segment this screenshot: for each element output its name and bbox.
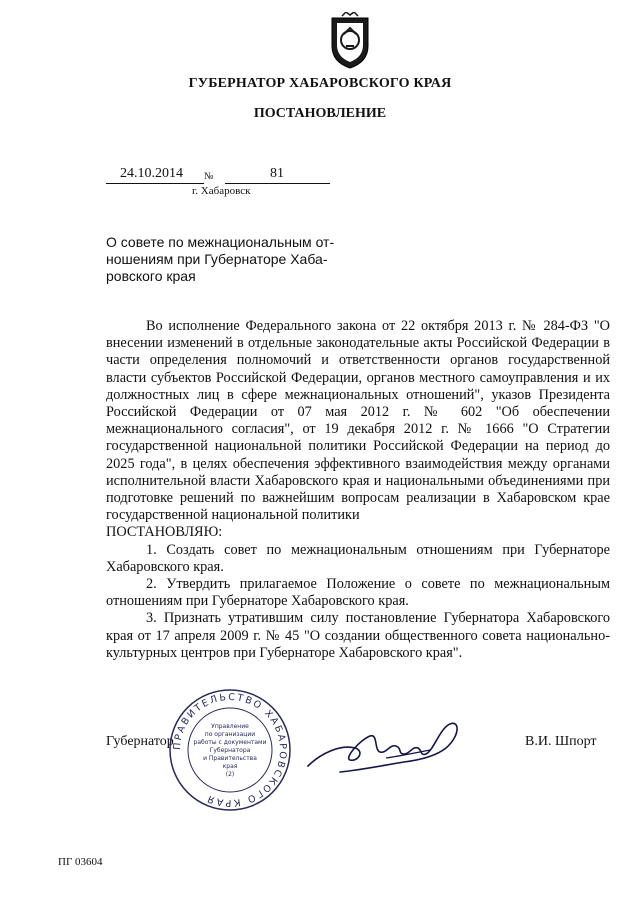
seal-line: края	[222, 763, 238, 770]
seal-line: и Правительства	[203, 755, 257, 762]
official-seal	[168, 688, 292, 812]
seal-line: Управление	[211, 723, 249, 730]
seal-line: по организации	[204, 731, 256, 738]
seal-line: работы с документами	[193, 739, 267, 746]
signatory-name: В.И. Шпорт	[525, 734, 597, 749]
issuer-title: ГУБЕРНАТОР ХАБАРОВСКОГО КРАЯ	[188, 76, 452, 91]
coat-of-arms-icon	[328, 12, 372, 70]
document-date: 24.10.2014	[120, 166, 183, 181]
document-body	[106, 318, 610, 662]
decree-item-1: 1. Создать совет по межнациональным отношениям при Губернаторе Хабаровского края.	[106, 541, 610, 575]
decree-word: ПОСТАНОВЛЯЮ:	[106, 524, 223, 541]
number-sign: №	[204, 171, 214, 182]
handwritten-signature	[300, 714, 470, 784]
seal-ring-text: ПРАВИТЕЛЬСТВО ХАБАРОВСКОГО КРАЯ	[171, 691, 289, 809]
document-type: ПОСТАНОВЛЕНИЕ	[253, 106, 387, 121]
document-city: г. Хабаровск	[192, 185, 251, 197]
date-underline	[106, 183, 204, 184]
preamble-paragraph: Во исполнение Федерального закона от 22 октября 2013 г. № 284-ФЗ "О внесении изменений в отдельные законодательные акты Российской Федерации в части определения полномочий и ответственности органов государственной власти субъектов Российской Федерации, органов местного самоуправления и их должностных лиц в сфере межнациональных отношений", указов Президента Российской Федерации от 07 мая 2012 г. № 602 "Об обеспечении межнационального согласия", от 19 декабря 2012 г. № 1666 "О Стратегии государственной национальной политики Российской Федерации на период до 2025 года", в целях обеспечения эффективного взаимодействия между органами исполнительной власти Хабаровского края и национальными объединениями при подготовке решений по важнейшим вопросам реализации в Хабаровском крае государственной национальной политики	[106, 318, 610, 524]
footer-code: ПГ 03604	[58, 856, 103, 868]
signatory-position: Губернатор	[106, 734, 174, 749]
number-underline	[225, 183, 330, 184]
decree-item-3: 3. Признать утратившим силу постановление Губернатора Хабаровского края от 17 апреля 2009 г. № 45 "О создании общественного совета национально-культурных центров при Губернаторе Хабаровского края".	[106, 610, 610, 661]
seal-line: (2)	[225, 771, 235, 778]
document-number: 81	[270, 166, 284, 181]
seal-line: Губернатора	[209, 747, 251, 754]
decree-item-2: 2. Утвердить прилагаемое Положение о совете по межнациональным отношениям при Губернаторе Хабаровского края.	[106, 576, 610, 610]
document-subject: О совете по межнациональным от- ношениям при Губернаторе Хаба- ровского края	[106, 234, 335, 284]
